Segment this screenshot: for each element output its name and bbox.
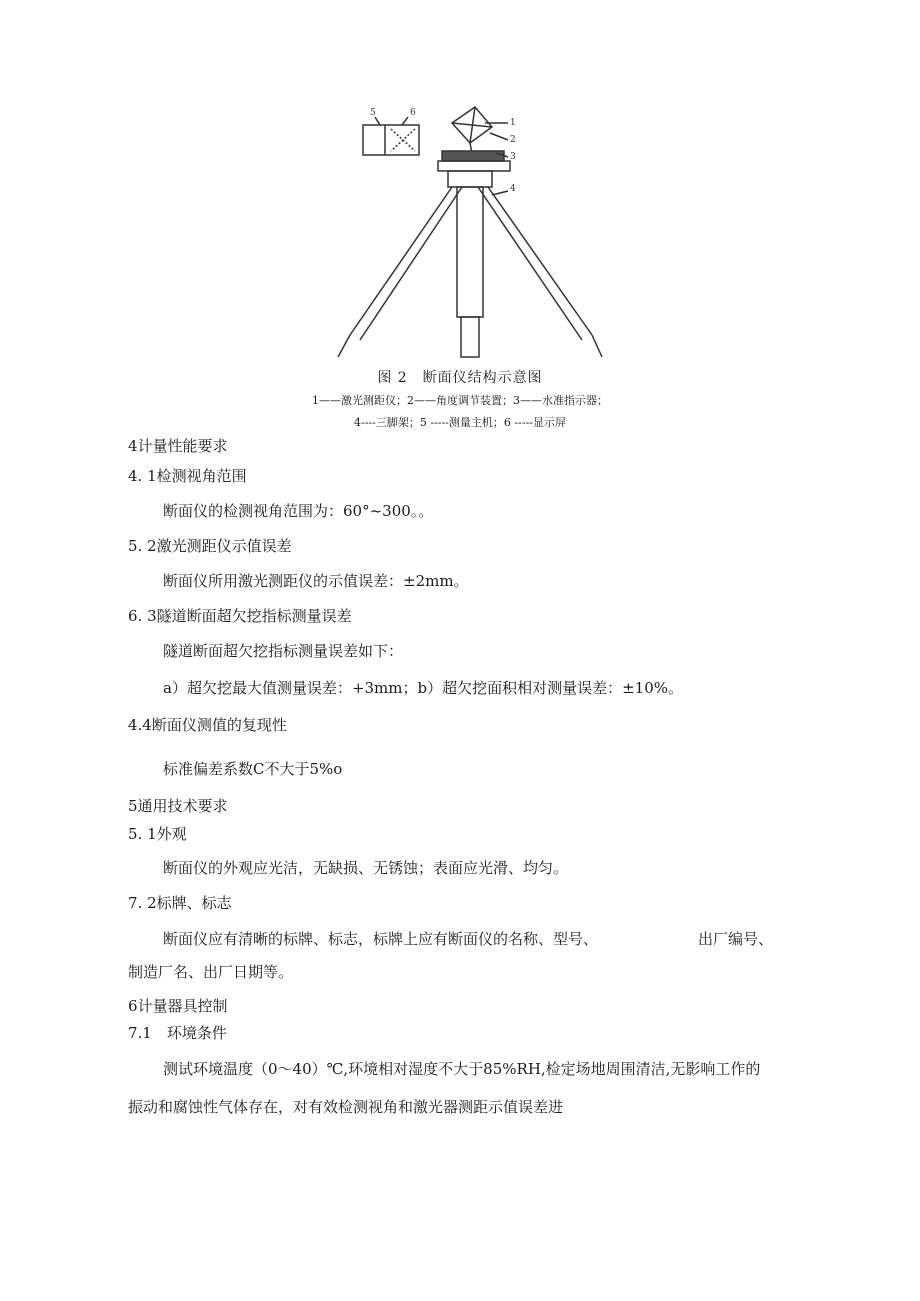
part-label-4: 4	[510, 184, 516, 194]
figure-legend-line-2: 4----三脚架；5 -----测量主机；6 -----显示屏	[353, 416, 567, 429]
subsection-heading-5-1: 5. 1外观	[128, 825, 187, 843]
subsection-heading-6-1: 7.1 环境条件	[128, 1024, 227, 1042]
paragraph-5-2-text-a: 断面仪应有清晰的标牌、标志，标牌上应有断面仪的名称、型号、	[163, 930, 599, 948]
subsection-heading-4-1: 4. 1检测视角范围	[128, 467, 247, 485]
paragraph-4-3-items: a）超欠挖最大值测量误差：+3mm；b）超欠挖面积相对测量误差：±10%。	[163, 679, 684, 697]
part-label-1: 1	[510, 118, 516, 128]
part-label-2: 2	[510, 135, 516, 145]
subsection-heading-4-2: 5. 2激光测距仪示值误差	[128, 537, 292, 555]
paragraph-4-2: 断面仪所用激光测距仪的示值误差：±2mm。	[163, 572, 469, 590]
part-label-3: 3	[510, 152, 516, 162]
part-label-5: 5	[370, 108, 376, 118]
section-heading-5: 5通用技术要求	[128, 797, 228, 815]
figure-title: 图 2 断面仪结构示意图	[377, 370, 543, 386]
section-heading-4: 4计量性能要求	[128, 437, 228, 455]
paragraph-5-1: 断面仪的外观应光洁，无缺损、无锈蚀；表面应光滑、均匀。	[163, 859, 569, 877]
paragraph-4-3: 隧道断面超欠挖指标测量误差如下：	[163, 642, 404, 660]
paragraph-4-4: 标准偏差系数C不大于5%o	[163, 760, 343, 778]
subsection-heading-4-4: 4.4断面仪测值的复现性	[128, 716, 287, 734]
paragraph-6-1-line-1: 测试环境温度（0～40）℃,环境相对湿度不大于85%RH,检定场地周围清洁,无影响工作的	[163, 1060, 761, 1078]
subsection-heading-4-3: 6. 3隧道断面超欠挖指标测量误差	[128, 607, 352, 625]
paragraph-5-2-line-1	[163, 928, 773, 949]
paragraph-5-2-text-b: 出厂编号、	[698, 930, 774, 948]
section-heading-6: 6计量器具控制	[128, 997, 228, 1015]
paragraph-4-1: 断面仪的检测视角范围为：60°~300。。	[163, 502, 434, 520]
paragraph-5-2-line-2: 制造厂名、出厂日期等。	[128, 963, 294, 981]
instrument-structure-diagram	[330, 95, 620, 365]
paragraph-6-1-line-2: 振动和腐蚀性气体存在，对有效检测视角和激光器测距示值误差进	[128, 1098, 564, 1116]
subsection-heading-5-2: 7. 2标牌、标志	[128, 894, 232, 912]
part-label-6: 6	[410, 108, 416, 118]
figure-legend-line-1: 1——激光测距仪；2——角度调节装置；3——水准指示器；	[312, 394, 608, 407]
